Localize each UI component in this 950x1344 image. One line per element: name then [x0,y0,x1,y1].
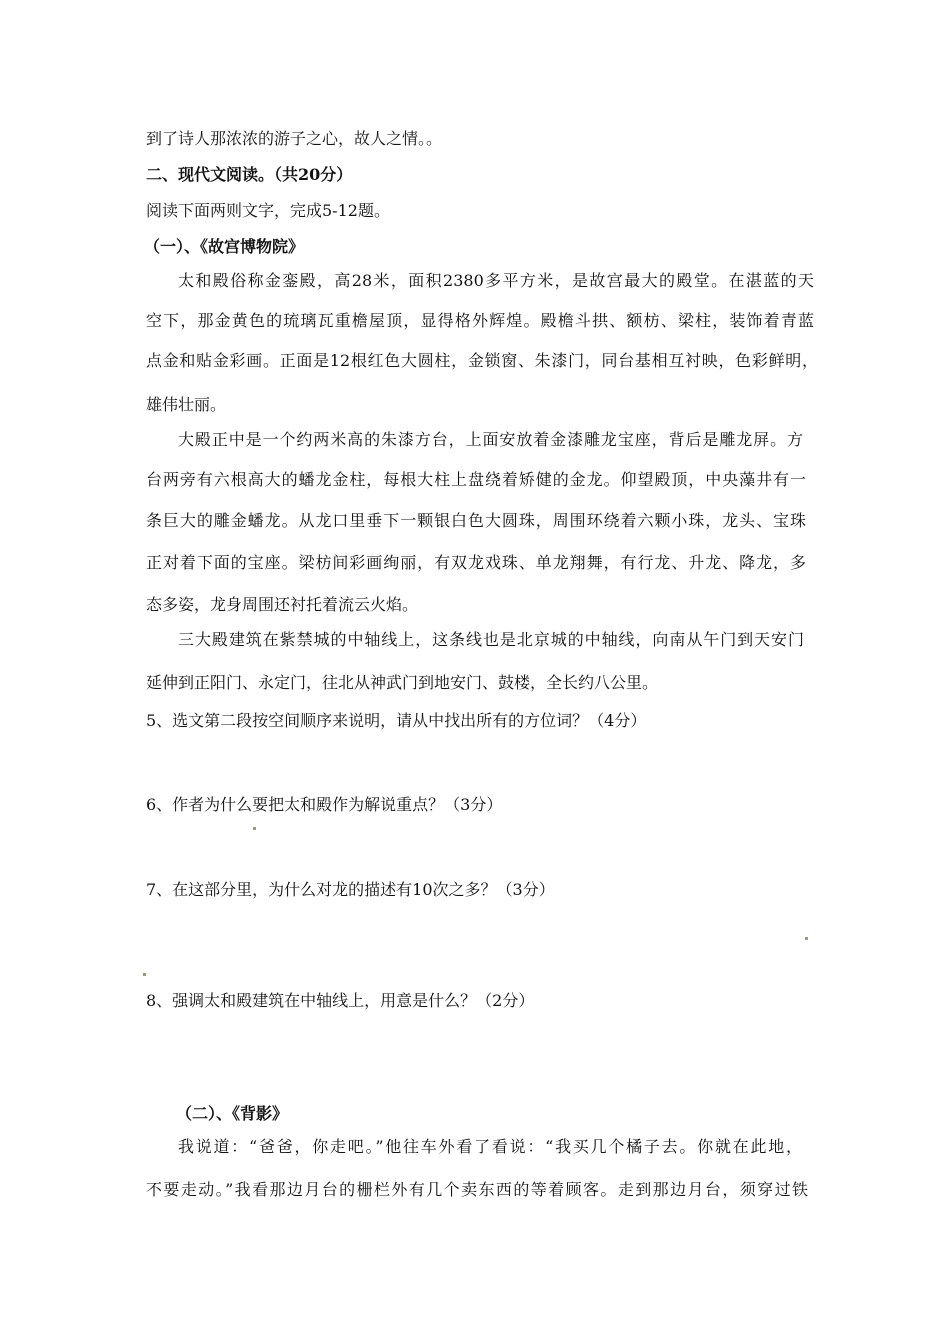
passage1-line: 正对着下面的宝座。梁枋间彩画绚丽，有双龙戏珠、单龙翔舞，有行龙、升龙、降龙，多 [146,553,806,572]
passage2-line: 不要走动。”我看那边月台的栅栏外有几个卖东西的等着顾客。走到那边月台，须穿过铁 [146,1180,808,1199]
passage1-line: 空下，那金黄色的琉璃瓦重檐屋顶，显得格外辉煌。殿檐斗拱、额枋、梁柱，装饰着青蓝 [146,311,814,330]
passage1-line: 三大殿建筑在紫禁城的中轴线上，这条线也是北京城的中轴线，向南从午门到天安门 [178,630,804,649]
passage1-line: 台两旁有六根高大的蟠龙金柱，每根大柱上盘绕着矫健的金龙。仰望殿顶，中央藻井有一 [146,470,806,489]
passage1-line: 太和殿俗称金銮殿，高28米，面积2380多平方米，是故宫最大的殿堂。在湛蓝的天 [178,271,814,290]
passage1-line: 条巨大的雕金蟠龙。从龙口里垂下一颗银白色大圆珠，周围环绕着六颗小珠，龙头、宝珠 [146,511,806,530]
section-heading: 二、现代文阅读。（共20分） [146,165,353,184]
question-8: 8、强调太和殿建筑在中轴线上，用意是什么？（2分） [146,991,535,1010]
passage1-line: 雄伟壮丽。 [146,395,227,414]
passage1-line: 态多姿，龙身周围还衬托着流云火焰。 [146,595,419,614]
scan-speck [143,973,146,976]
passage2-line: 我说道：“爸爸，你走吧。”他往车外看了看说：“我买几个橘子去。你就在此地， [178,1137,802,1156]
passage1-line: 延伸到正阳门、永定门，往北从神武门到地安门、鼓楼，全长约八公里。 [146,673,659,692]
passage1-line: 大殿正中是一个约两米高的朱漆方台，上面安放着金漆雕龙宝座，背后是雕龙屏。方 [178,430,803,449]
question-6: 6、作者为什么要把太和殿作为解说重点？（3分） [146,795,503,814]
scan-speck [253,827,256,830]
question-7: 7、在这部分里，为什么对龙的描述有10次之多？（3分） [146,880,555,899]
scan-speck [805,937,808,940]
passage1-title: （一）、《故宫博物院》 [144,237,305,256]
passage2-title: （二）、《背影》 [176,1104,289,1123]
question-5: 5、选文第二段按空间顺序来说明，请从中找出所有的方位词？（4分） [146,711,647,730]
section-instruction: 阅读下面两则文字，完成5-12题。 [146,201,390,220]
continuation-line: 到了诗人那浓浓的游子之心，故人之情。。 [146,129,443,148]
passage1-line: 点金和贴金彩画。正面是12根红色大圆柱，金锁窗、朱漆门，同台基相互衬映，色彩鲜明， [146,351,818,370]
